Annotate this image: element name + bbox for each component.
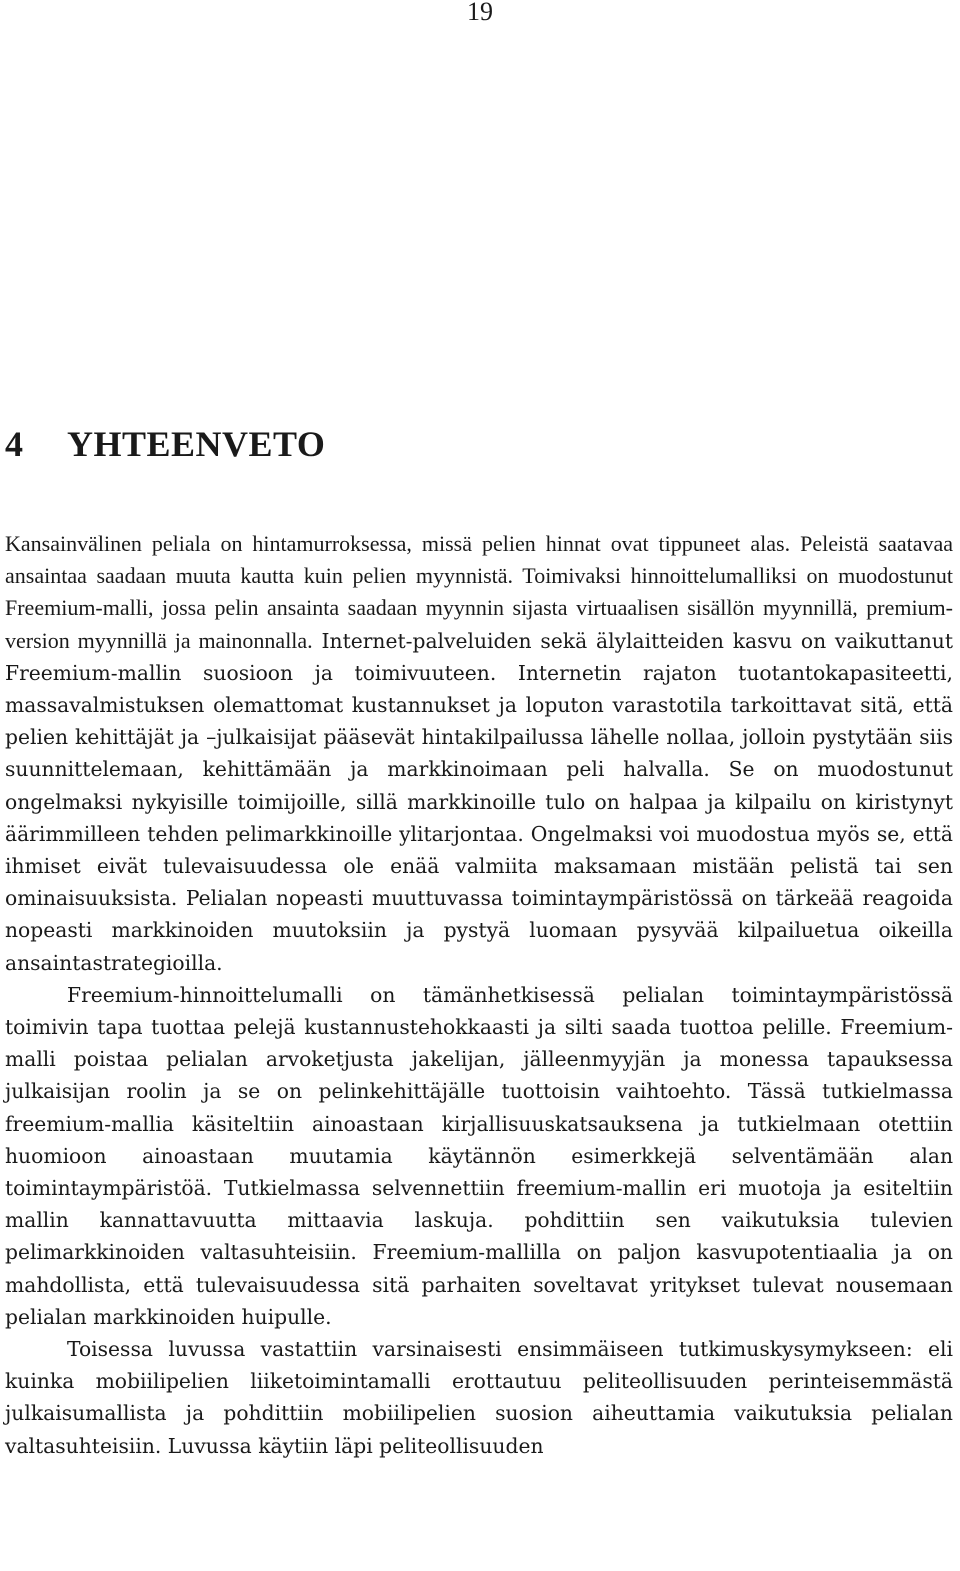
paragraph-3-segment-1: Toisessa luvussa vastattiin varsinaisesti ensimmäiseen tutkimuskysymykseen: eli kuinka mobiilipelien liiketoimintamalli erottautuu peliteollisuuden perinteisemmästä julkaisumallista ja pohdittiin mobiilipelien suosion aiheuttamia vaikutuksia pelialan valtasuhteisiin. Luvussa käytiin läpi peliteollisuuden — [5, 1337, 953, 1458]
paragraph-2-segment-1: Freemium-hinnoittelumalli on tämänhetkisessä pelialan toimintaympäristössä toimivin tapa tuottaa pelejä kustannustehokkaasti ja silti saada tuottoa pelille. Freemium-malli poistaa pelialan arvoketjusta jakelijan, jälleenmyyjän ja monessa tapauksessa julkaisijan roolin ja se on pelinkehittäjälle tuottoisin vaihtoehto. Tässä tutkielmassa freemium-mallia käsiteltiin ainoastaan kirjallisuuskatsauksena ja tutkielmaan otettiin huomioon ainoastaan muutamia käytännön esimerkkejä selventämään alan toimintaympäristöä. Tutkielmassa selvennettiin freemium-mallin eri muotoja ja esiteltiin mallin kannattavuutta mittaavia laskuja. pohdittiin sen vaikutuksia tulevien pelimarkkinoiden valtasuhteisiin. Freemium-mallilla on paljon kasvupotentiaalia ja on mahdollista, että tulevaisuudessa sitä parhaiten soveltavat yritykset tulevat nousemaan pelialan markkinoiden huipulle. — [5, 982, 953, 1329]
chapter-title: YHTEENVETO — [67, 424, 326, 464]
paragraph-1 — [5, 528, 953, 979]
page-number: 19 — [467, 0, 493, 26]
paragraph-1-segment-1: Kansainvälinen peliala on hintamurroksessa, missä pelien hinnat ovat tippuneet alas. Peleistä saatavaa ansaintaa saadaan muuta kautta kuin pelien myynnistä. Toimivaksi hinnoittelumalliksi on muodostunut Freemium-malli, jossa pelin ansainta saadaan myynnin sijasta virtuaalisen sisällön myynnillä, premium-version myynnillä ja mainonnalla. — [5, 531, 953, 653]
chapter-number: 4 — [5, 424, 24, 464]
paragraph-1-segment-2: Internet-palveluiden sekä älylaitteiden kasvu on vaikuttanut Freemium-mallin suosioon ja toimivuuteen. Internetin rajaton tuotantokapasiteetti, massavalmistuksen olemattomat kustannukset ja loputon varastotila tarkoittavat sitä, että pelien kehittäjät ja –julkaisijat pääsevät hintakilpailussa lähelle nollaa, jolloin pystytään siis suunnittelemaan, kehittämään ja markkinoimaan peli halvalla. Se on muodostunut ongelmaksi nykyisille toimijoille, sillä markkinoille tulo on halpaa ja kilpailu on kiristynyt äärimmilleen tehden pelimarkkinoille ylitarjontaa. Ongelmaksi voi muodostua myös se, että ihmiset eivät tulevaisuudessa ole enää valmiita maksamaan mistään pelistä tai sen ominaisuuksista. Pelialan nopeasti muuttuvassa toimintaympäristössä on tärkeää reagoida nopeasti markkinoiden muutoksiin ja pystyä luomaan pysyvää kilpailuetua oikeilla ansaintastrategioilla. — [5, 628, 953, 975]
body-text — [5, 528, 953, 1462]
chapter-heading — [5, 420, 325, 468]
paragraph-3 — [5, 1333, 953, 1462]
paragraph-2 — [5, 979, 953, 1333]
